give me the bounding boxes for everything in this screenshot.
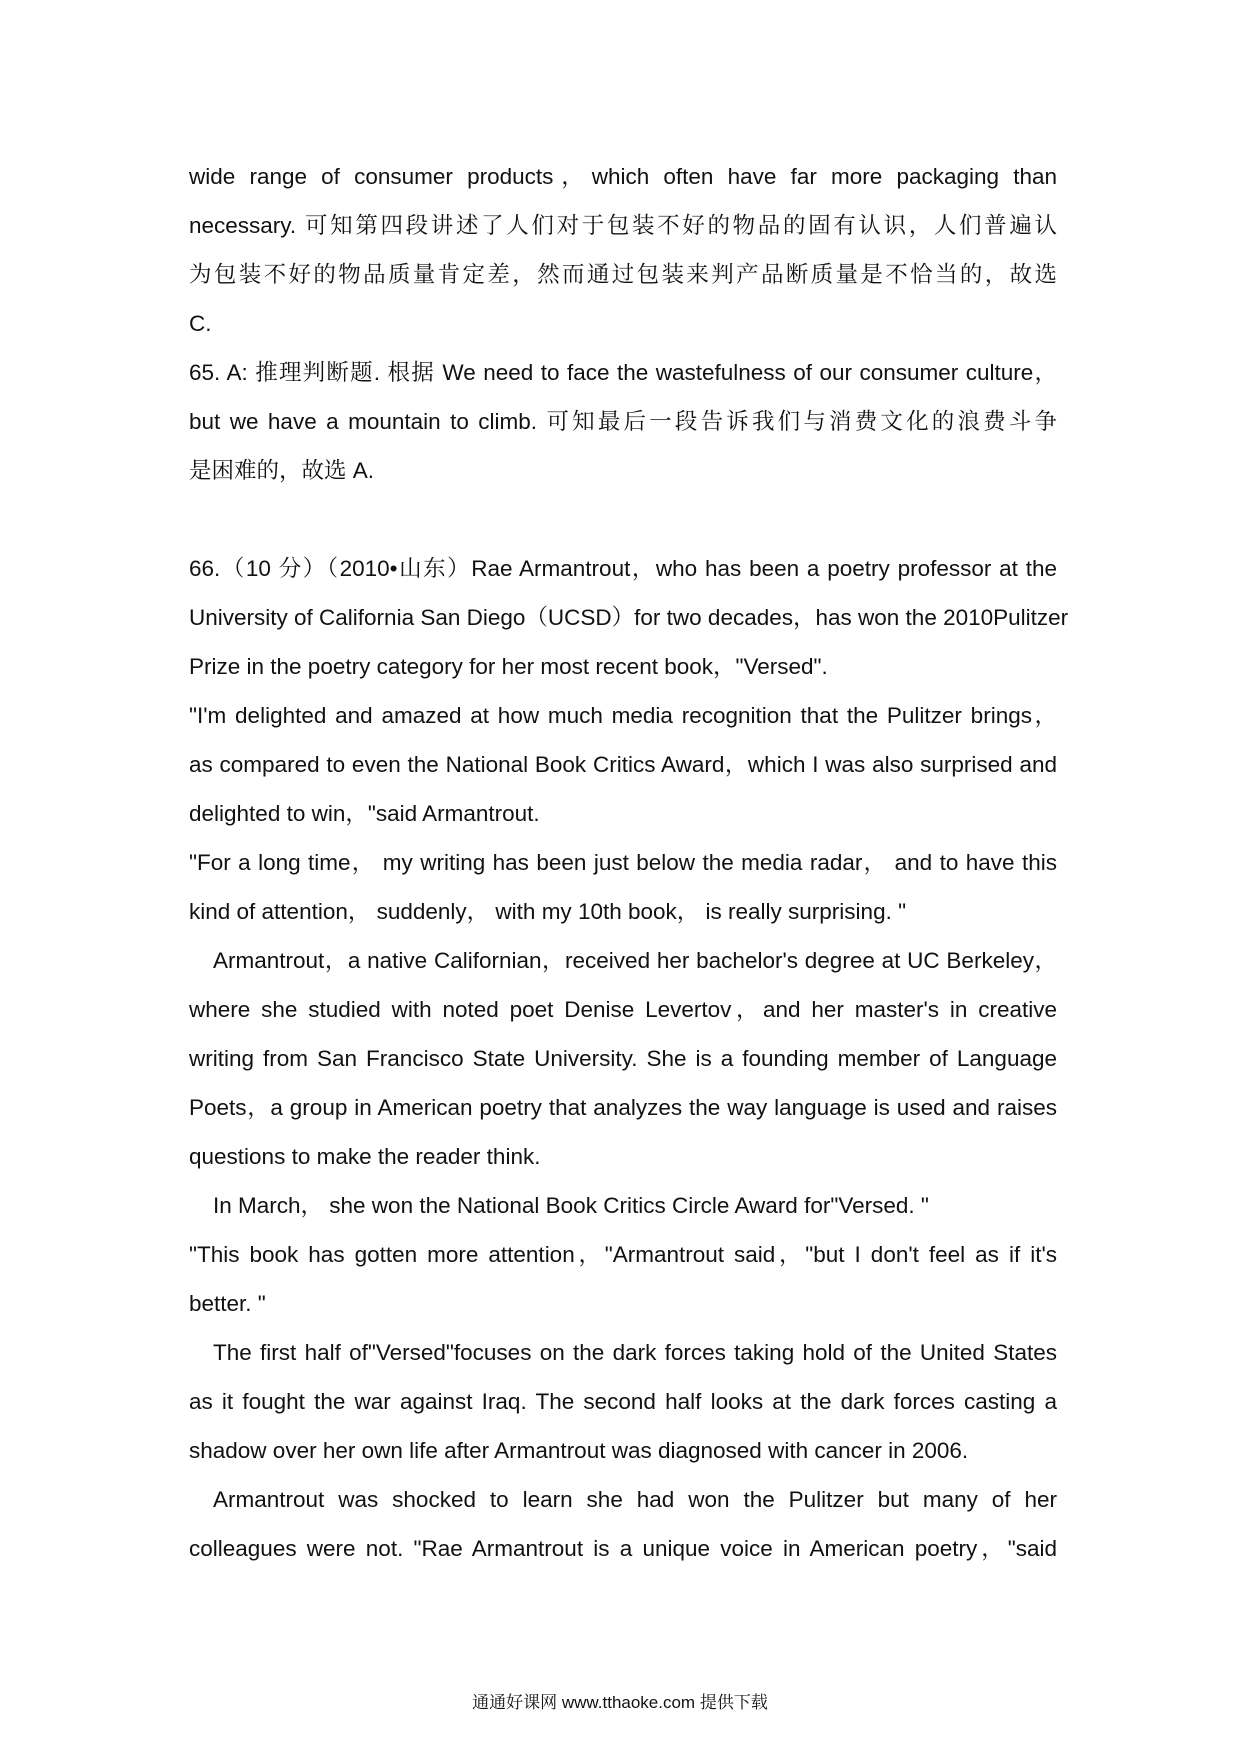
text-line: wide range of consumer products，which often have far more packaging than <box>189 164 1057 189</box>
text-line: 65. A: 推理判断题. 根据 We need to face the wastefulness of our consumer culture， <box>189 360 1057 385</box>
text-line: In March， she won the National Book Critics Circle Award for"Versed. " <box>213 1193 929 1218</box>
text-line: colleagues were not. "Rae Armantrout is a unique voice in American poetry，"said <box>189 1536 1057 1561</box>
paragraph-gap <box>189 495 1057 544</box>
text-line: Armantrout was shocked to learn she had won the Pulitzer but many of her <box>213 1487 1057 1512</box>
text-line: questions to make the reader think. <box>189 1144 541 1169</box>
question-66-heading: 66.（10 分）（2010•山东）Rae Armantrout，who has been a poetry professor at the <box>189 556 1057 581</box>
text-line: as compared to even the National Book Critics Award，which I was also surprised and <box>189 752 1057 777</box>
text-line: Poets，a group in American poetry that analyzes the way language is used and raises <box>189 1095 1057 1120</box>
text-line: necessary. 可知第四段讲述了人们对于包装不好的物品的固有认识，人们普遍认 <box>189 213 1057 238</box>
text-line: C. <box>189 311 212 336</box>
text-line: writing from San Francisco State University. She is a founding member of Language <box>189 1046 1057 1071</box>
text-line: Armantrout，a native Californian，received her bachelor's degree at UC Berkeley， <box>213 948 1057 973</box>
text-line: as it fought the war against Iraq. The second half looks at the dark forces casting a <box>189 1389 1057 1414</box>
text-line: University of California San Diego（UCSD）for two decades，has won the 2010Pulitzer <box>189 605 1069 630</box>
text-line: shadow over her own life after Armantrout was diagnosed with cancer in 2006. <box>189 1438 969 1463</box>
text-line: 为包装不好的物品质量肯定差，然而通过包装来判产品断质量是不恰当的，故选 <box>189 262 1057 287</box>
page-footer: 通通好课网 www.tthaoke.com 提供下载 <box>472 1693 768 1712</box>
text-line: 是困难的，故选 A. <box>189 458 375 483</box>
text-line: better. " <box>189 1291 266 1316</box>
text-line: The first half of"Versed"focuses on the dark forces taking hold of the United States <box>213 1340 1057 1365</box>
text-line: Prize in the poetry category for her most recent book，"Versed". <box>189 654 828 679</box>
text-line: where she studied with noted poet Denise Levertov，and her master's in creative <box>189 997 1057 1022</box>
text-line: "For a long time， my writing has been just below the media radar， and to have this <box>189 850 1057 875</box>
text-line: "This book has gotten more attention，"Armantrout said，"but I don't feel as if it's <box>189 1242 1057 1267</box>
document-body <box>189 152 1069 1573</box>
text-line: "I'm delighted and amazed at how much media recognition that the Pulitzer brings， <box>189 703 1057 728</box>
text-line: but we have a mountain to climb. 可知最后一段告诉我们与消费文化的浪费斗争 <box>189 409 1057 434</box>
text-line: kind of attention， suddenly， with my 10th book， is really surprising. " <box>189 899 907 924</box>
text-line: delighted to win，"said Armantrout. <box>189 801 540 826</box>
